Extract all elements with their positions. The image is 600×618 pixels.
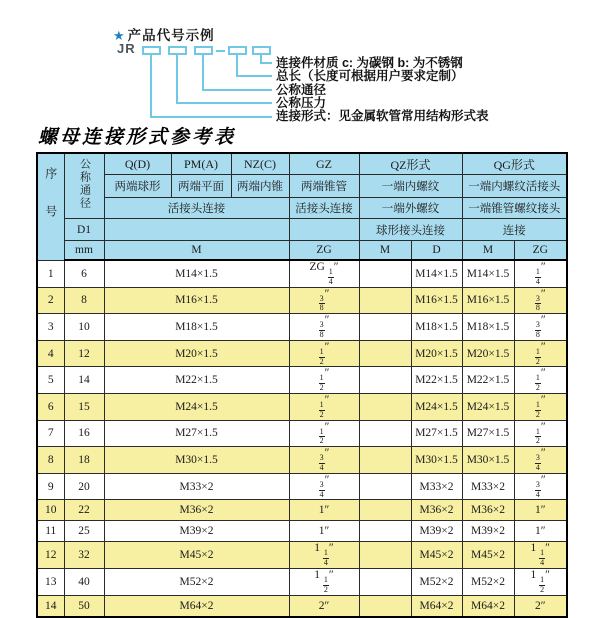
table-cell: $\frac{3}{8}$ ″: [289, 287, 359, 314]
table-cell: 1″: [289, 500, 359, 521]
table-cell: 14: [37, 595, 64, 617]
table-cell: 40: [64, 568, 104, 595]
table-cell: 1 $\frac{1}{4}$ ″: [514, 542, 567, 569]
table-cell: M14×1.5: [462, 260, 514, 287]
table-title: 螺母连接形式参考表: [38, 127, 237, 148]
header-qg-code: QG形式: [462, 153, 567, 175]
header-qz-desc1: 一端内螺纹: [359, 175, 462, 198]
header-q-desc: 两端球形: [104, 175, 171, 198]
table-cell: M33×2: [462, 473, 514, 500]
table-header: [37, 153, 567, 260]
table-cell: [359, 314, 411, 341]
header-mm: mm: [64, 241, 104, 261]
code-label-connection-type: 连接形式：见金属软管常用结构形式表: [276, 109, 489, 123]
header-gz-connection: 活接头连接: [289, 198, 359, 219]
header-gz-desc: 两端锥管: [289, 175, 359, 198]
header-m-unit: M: [104, 241, 289, 261]
header-nominal-diameter: 公称通径: [64, 153, 104, 219]
table-cell: 6: [64, 260, 104, 287]
table-cell: M52×2: [462, 568, 514, 595]
table-cell: 11: [37, 521, 64, 542]
table-row: [37, 521, 567, 542]
header-pm-code: PM(A): [171, 153, 231, 175]
table-cell: M39×2: [104, 521, 289, 542]
table-cell: M20×1.5: [411, 340, 462, 367]
table-cell: M27×1.5: [462, 420, 514, 447]
header-qg-desc1: 一端内螺纹活接头: [462, 175, 567, 198]
table-cell: M36×2: [411, 500, 462, 521]
header-gz-code: GZ: [289, 153, 359, 175]
table-cell: 2″: [514, 595, 567, 617]
table-body: [37, 260, 567, 617]
code-label-pressure: 公称压力: [276, 96, 327, 110]
table-cell: 7: [37, 420, 64, 447]
table-cell: M24×1.5: [462, 393, 514, 420]
connector-line: [150, 116, 272, 118]
table-cell: M39×2: [411, 521, 462, 542]
table-cell: M24×1.5: [104, 393, 289, 420]
table-row: [37, 420, 567, 447]
table-cell: 15: [64, 393, 104, 420]
table-cell: [359, 542, 411, 569]
table-cell: [359, 568, 411, 595]
table-cell: $\frac{1}{2}$ ″: [514, 393, 567, 420]
table-cell: $\frac{3}{8}$ ″: [514, 314, 567, 341]
table-cell: 8: [37, 447, 64, 474]
table-cell: [359, 595, 411, 617]
table-cell: 6: [37, 393, 64, 420]
table-cell: M64×2: [411, 595, 462, 617]
table-cell: 13: [37, 568, 64, 595]
header-qz-connection: 球形接头连接: [359, 219, 462, 241]
connector-line: [236, 75, 272, 77]
table-cell: 12: [64, 340, 104, 367]
table-cell: M22×1.5: [104, 367, 289, 394]
table-row: [37, 542, 567, 569]
table-cell: M36×2: [462, 500, 514, 521]
table-cell: $\frac{3}{4}$ ″: [289, 447, 359, 474]
header-d1: D1: [64, 219, 104, 241]
table-cell: 10: [64, 314, 104, 341]
table-cell: M27×1.5: [104, 420, 289, 447]
table-cell: $\frac{3}{8}$ ″: [514, 287, 567, 314]
table-row: [37, 595, 567, 617]
header-qg-unit-zg: ZG: [514, 241, 567, 261]
table-cell: [359, 420, 411, 447]
table-cell: M30×1.5: [411, 447, 462, 474]
table-cell: 32: [64, 542, 104, 569]
table-cell: M45×2: [462, 542, 514, 569]
table-cell: [359, 447, 411, 474]
connector-line: [176, 53, 178, 104]
table-cell: [359, 500, 411, 521]
table-cell: 1 $\frac{1}{4}$ ″: [289, 542, 359, 569]
table-cell: M64×2: [462, 595, 514, 617]
code-label-material: 连接件材质 c: 为碳钢 b: 为不锈钢: [276, 56, 463, 70]
code-label-diameter: 公称通径: [276, 83, 327, 97]
table-cell: M18×1.5: [411, 314, 462, 341]
table-cell: M22×1.5: [462, 367, 514, 394]
table-cell: M36×2: [104, 500, 289, 521]
table-cell: M52×2: [104, 568, 289, 595]
table-cell: [359, 340, 411, 367]
header-empty: [289, 219, 359, 241]
table-cell: M33×2: [411, 473, 462, 500]
table-cell: M30×1.5: [462, 447, 514, 474]
table-cell: M16×1.5: [411, 287, 462, 314]
table-cell: 10: [37, 500, 64, 521]
table-cell: $\frac{1}{2}$ ″: [514, 340, 567, 367]
table-cell: $\frac{1}{2}$ ″: [289, 340, 359, 367]
table-row: [37, 393, 567, 420]
table-cell: 2: [37, 287, 64, 314]
table-cell: 1 $\frac{1}{2}$ ″: [514, 568, 567, 595]
table-cell: 25: [64, 521, 104, 542]
table-cell: 4: [37, 340, 64, 367]
header-qg-unit-m: M: [462, 241, 514, 261]
table-row: [37, 287, 567, 314]
table-cell: M16×1.5: [462, 287, 514, 314]
table-cell: M64×2: [104, 595, 289, 617]
header-empty: [104, 219, 289, 241]
code-label-length: 总长（长度可根据用户要求定制）: [276, 69, 464, 83]
table-cell: 14: [64, 367, 104, 394]
star-icon: ★: [113, 28, 126, 43]
table-cell: 1″: [289, 521, 359, 542]
header-gz-unit: ZG: [289, 241, 359, 261]
table-cell: 2″: [289, 595, 359, 617]
table-cell: M14×1.5: [411, 260, 462, 287]
table-row: [37, 447, 567, 474]
table-cell: $\frac{3}{4}$ ″: [514, 473, 567, 500]
table-cell: M45×2: [104, 542, 289, 569]
table-cell: 16: [64, 420, 104, 447]
table-cell: 12: [37, 542, 64, 569]
table-cell: $\frac{1}{2}$ ″: [289, 367, 359, 394]
table-cell: $\frac{1}{2}$ ″: [289, 420, 359, 447]
nut-connection-table: [36, 152, 568, 618]
table-cell: $\frac{1}{2}$ ″: [514, 420, 567, 447]
product-code-prefix: JR: [117, 41, 136, 56]
connector-line: [236, 53, 238, 77]
table-cell: ZG $\frac{1}{4}$ ″: [289, 260, 359, 287]
table-row: [37, 314, 567, 341]
table-cell: 18: [64, 447, 104, 474]
table-cell: $\frac{3}{8}$ ″: [289, 314, 359, 341]
table-cell: $\frac{3}{4}$ ″: [289, 473, 359, 500]
table-cell: 50: [64, 595, 104, 617]
table-cell: $\frac{1}{4}$ ″: [514, 260, 567, 287]
header-seq: 序号: [37, 153, 64, 260]
table-row: [37, 340, 567, 367]
header-qz-unit-d: D: [411, 241, 462, 261]
table-cell: [359, 260, 411, 287]
table-cell: M14×1.5: [104, 260, 289, 287]
table-cell: M16×1.5: [104, 287, 289, 314]
table-cell: 1 $\frac{1}{2}$ ″: [289, 568, 359, 595]
header-qz-desc2: 一端外螺纹: [359, 198, 462, 219]
connector-line: [150, 53, 152, 118]
table-cell: 20: [64, 473, 104, 500]
header-qz-unit-m: M: [359, 241, 411, 261]
header-q-code: Q(D): [104, 153, 171, 175]
table-row: [37, 367, 567, 394]
table-cell: [359, 367, 411, 394]
connector-line: [176, 102, 272, 104]
header-union-connection: 活接头连接: [104, 198, 289, 219]
table-cell: 22: [64, 500, 104, 521]
table-cell: 1: [37, 260, 64, 287]
table-cell: M18×1.5: [104, 314, 289, 341]
table-cell: [359, 521, 411, 542]
table-cell: $\frac{1}{2}$ ″: [289, 393, 359, 420]
table-cell: M22×1.5: [411, 367, 462, 394]
header-qg-connection: 连接: [462, 219, 567, 241]
table-cell: M27×1.5: [411, 420, 462, 447]
table-cell: M24×1.5: [411, 393, 462, 420]
header-pm-desc: 两端平面: [171, 175, 231, 198]
table-row: [37, 568, 567, 595]
table-cell: 3: [37, 314, 64, 341]
table-cell: 1″: [514, 521, 567, 542]
table-cell: 9: [37, 473, 64, 500]
product-code-heading-text: 产品代号示例: [127, 28, 215, 43]
table-cell: M18×1.5: [462, 314, 514, 341]
table-cell: 1″: [514, 500, 567, 521]
table-cell: $\frac{3}{4}$ ″: [514, 447, 567, 474]
header-nz-desc: 两端内锥: [231, 175, 289, 198]
table-cell: [359, 473, 411, 500]
table-cell: [359, 393, 411, 420]
table-cell: M33×2: [104, 473, 289, 500]
table-cell: 5: [37, 367, 64, 394]
table-cell: [359, 287, 411, 314]
header-qz-code: QZ形式: [359, 153, 462, 175]
table-cell: $\frac{1}{2}$ ″: [514, 367, 567, 394]
table-cell: M52×2: [411, 568, 462, 595]
table-row: [37, 500, 567, 521]
table-cell: M20×1.5: [104, 340, 289, 367]
code-separator-dash: [216, 50, 225, 52]
table-cell: M45×2: [411, 542, 462, 569]
header-qg-desc2: 一端锥管螺纹接头: [462, 198, 567, 219]
connector-line: [202, 53, 204, 91]
table-cell: M39×2: [462, 521, 514, 542]
table-row: [37, 260, 567, 287]
table-cell: 8: [64, 287, 104, 314]
table-row: [37, 473, 567, 500]
header-nz-code: NZ(C): [231, 153, 289, 175]
connector-line: [202, 89, 272, 91]
table-cell: M20×1.5: [462, 340, 514, 367]
connector-line: [260, 62, 272, 64]
table-cell: M30×1.5: [104, 447, 289, 474]
